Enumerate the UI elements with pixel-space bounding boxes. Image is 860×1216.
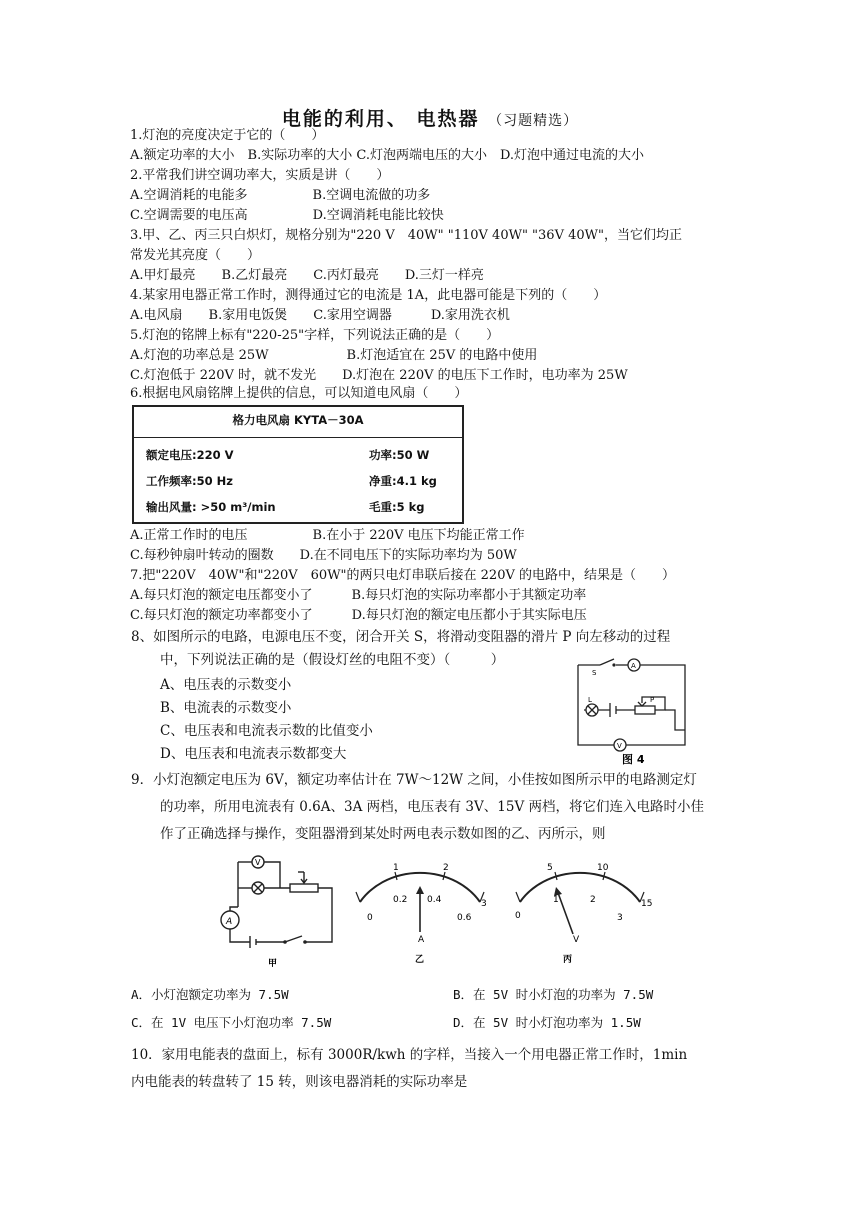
q1-options: A.额定功率的大小 B.实际功率的大小 C.灯泡两端电压的大小 D.灯泡中通过电流的大小 (130, 148, 645, 163)
q6-options-ab: A.正常工作时的电压 B.在小于 220V 电压下均能正常工作 (130, 528, 525, 543)
q4-stem: 4.某家用电器正常工作时，测得通过它的电流是 1A，此电器可能是下列的（ ） (130, 288, 607, 303)
q9-fig-yi-label: 乙 (415, 955, 425, 965)
q9-option-b: B．在 5V 时小灯泡的功率为 7.5W (453, 987, 654, 1002)
q3-stem-2: 常发光其亮度（ ） (130, 248, 261, 263)
q8-stem-1: 8、如图所示的电路，电源电压不变，闭合开关 S，将滑动变阻器的滑片 P 向左移动的过程 (131, 629, 671, 645)
q5-options-ab: A.灯泡的功率总是 25W B.灯泡适宜在 25V 的电路中使用 (130, 348, 538, 363)
q9-circuit-jia (210, 852, 345, 970)
q9-voltmeter-unit: V (573, 935, 580, 945)
q9-voltmeter-bot-1: 1 (553, 895, 559, 905)
q9-ammeter-yi (345, 862, 495, 970)
fan-nameplate (132, 405, 464, 524)
q5-options-cd: C.灯泡低于 220V 时，就不发光 D.灯泡在 220V 的电压下工作时，电功率为 25W (130, 368, 628, 383)
q4-options: A.电风扇 B.家用电饭煲 C.家用空调器 D.家用洗衣机 (130, 308, 510, 323)
q7-options-cd: C.每只灯泡的额定功率都变小了 D.每只灯泡的额定电压都小于其实际电压 (130, 608, 587, 623)
q9-voltmeter-top-10: 10 (597, 863, 609, 873)
q1-stem: 1.灯泡的亮度决定于它的（ ） (130, 128, 325, 143)
q8-option-a: A、电压表的示数变小 (160, 677, 292, 693)
q9-voltmeter-bot-2: 2 (590, 895, 596, 905)
q9-voltmeter-symbol: V (255, 858, 261, 867)
q3-options: A.甲灯最亮 B.乙灯最亮 C.丙灯最亮 D.三灯一样亮 (130, 268, 484, 283)
q9-stem-2: 的功率，所用电流表有 0.6A、3A 两档，电压表有 3V、15V 两档，将它们连入电路时小佳 (160, 799, 704, 815)
q9-voltmeter-top-15: 15 (641, 899, 653, 909)
q8-label-v: V (617, 742, 622, 750)
q6-stem: 6.根据电风扇铭牌上提供的信息，可以知道电风扇（ ） (130, 386, 468, 401)
nameplate-voltage: 额定电压:220 V (146, 448, 234, 462)
q10-stem-1: 10．家用电能表的盘面上，标有 3000R/kwh 的字样，当接入一个用电器正常工作时，1min (131, 1047, 688, 1063)
nameplate-net-weight: 净重:4.1 kg (369, 474, 437, 488)
q2-options-ab: A.空调消耗的电能多 B.空调电流做的功多 (130, 188, 431, 203)
q9-stem-3: 作了正确选择与操作，变阻器滑到某处时两电表示数如图的乙、丙所示，则 (160, 826, 606, 842)
q7-stem: 7.把"220V 40W"和"220V 60W"的两只电灯串联后接在 220V 的电路中，结果是（ ） (130, 568, 675, 583)
q9-voltmeter-top-5: 5 (547, 863, 553, 873)
page-title (0, 104, 860, 131)
q8-label-l: L (588, 696, 592, 704)
q9-ammeter-top-3: 3 (481, 899, 487, 909)
q9-ammeter-top-1: 1 (393, 863, 399, 873)
q9-ammeter-bot-02: 0.2 (393, 895, 408, 905)
q9-option-a: A．小灯泡额定功率为 7.5W (131, 987, 289, 1002)
q8-option-b: B、电流表的示数变小 (160, 700, 292, 716)
q9-stem-1: 9．小灯泡额定电压为 6V，额定功率估计在 7W～12W 之间，小佳按如图所示甲的电路测定灯 (131, 772, 697, 788)
q9-ammeter-unit: A (418, 935, 425, 945)
q9-ammeter-symbol: A (226, 917, 233, 927)
nameplate-gross-weight: 毛重:5 kg (369, 500, 425, 514)
q8-stem-2: 中，下列说法正确的是（假设灯丝的电阻不变）（ ） (160, 652, 505, 668)
q6-options-cd: C.每秒钟扇叶转动的圈数 D.在不同电压下的实际功率均为 50W (130, 548, 517, 563)
title-main: 电能的利用、 电热器 (281, 108, 480, 130)
q7-options-ab: A.每只灯泡的额定电压都变小了 B.每只灯泡的实际功率都小于其额定功率 (130, 588, 587, 603)
q2-options-cd: C.空调需要的电压高 D.空调消耗电能比较快 (130, 208, 444, 223)
q5-stem: 5.灯泡的铭牌上标有"220-25"字样，下列说法正确的是（ ） (130, 328, 500, 343)
q9-fig-jia-label: 甲 (268, 959, 278, 969)
q2-stem: 2.平常我们讲空调功率大，实质是讲（ ） (130, 168, 390, 183)
q8-label-p: P (650, 696, 655, 704)
q3-stem-1: 3.甲、乙、丙三只白炽灯，规格分别为"220 V 40W" "110V 40W" "36V 40W"，当它们均正 (130, 228, 682, 243)
q8-label-a: A (631, 662, 636, 670)
q8-option-d: D、电压表和电流表示数都变大 (160, 746, 347, 762)
q8-option-c: C、电压表和电流表示数的比值变小 (160, 723, 373, 739)
nameplate-power: 功率:50 W (369, 448, 430, 462)
q9-voltmeter-bot-0: 0 (515, 911, 521, 921)
nameplate-divider (134, 437, 462, 438)
q8-figure-caption: 图 4 (622, 753, 645, 765)
q8-circuit-diagram (570, 655, 695, 765)
q9-voltmeter-bing (505, 862, 655, 970)
q9-voltmeter-bot-3: 3 (617, 913, 623, 923)
nameplate-frequency: 工作频率:50 Hz (146, 474, 233, 488)
q9-fig-bing-label: 丙 (563, 955, 573, 965)
q9-option-d: D．在 5V 时小灯泡功率为 1.5W (453, 1015, 641, 1030)
nameplate-airflow: 输出风量: >50 m³/min (146, 500, 276, 514)
title-subtitle: （习题精选） (488, 113, 579, 129)
q9-ammeter-top-2: 2 (443, 863, 449, 873)
q9-ammeter-bot-06: 0.6 (457, 913, 472, 923)
q8-label-s: S (592, 669, 597, 677)
q9-ammeter-bot-0: 0 (367, 913, 373, 923)
q10-stem-2: 内电能表的转盘转了 15 转，则该电器消耗的实际功率是 (131, 1074, 468, 1090)
nameplate-header: 格力电风扇 KYTA－30A (232, 413, 364, 427)
q9-ammeter-bot-04: 0.4 (427, 895, 442, 905)
q9-option-c: C．在 1V 电压下小灯泡功率 7.5W (131, 1015, 332, 1030)
